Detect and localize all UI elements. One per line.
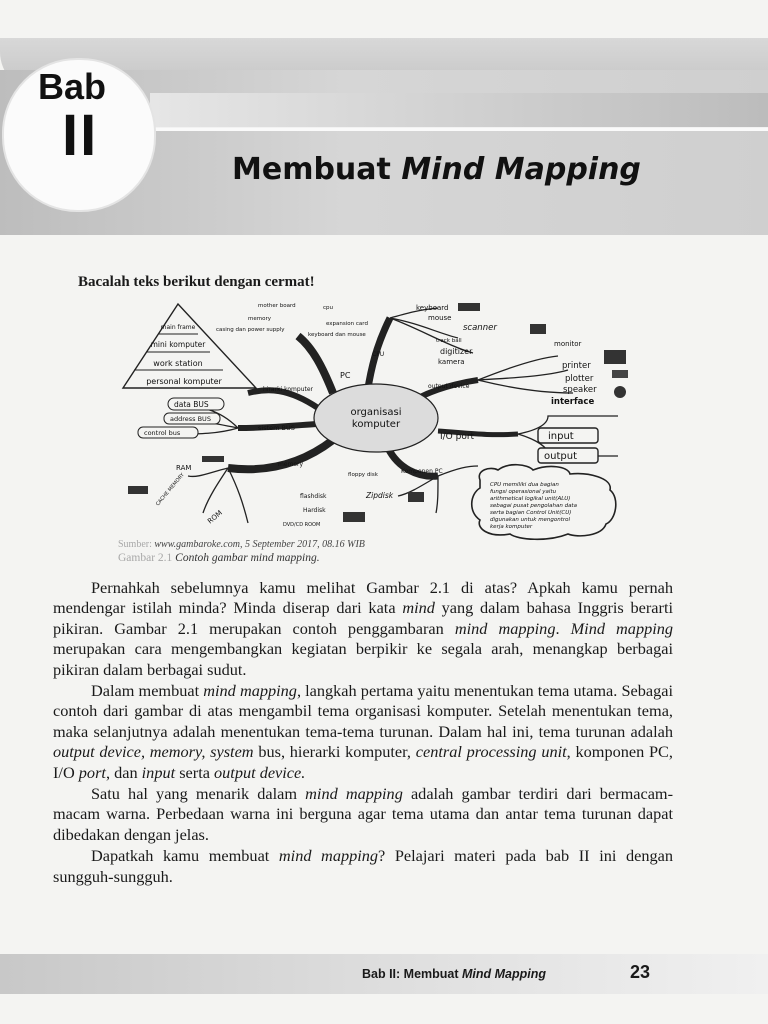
device-interface: interface xyxy=(551,397,595,407)
chapter-title-italic: Mind Mapping xyxy=(401,152,641,187)
bus-address: address BUS xyxy=(170,415,211,423)
label-mother-board: mother board xyxy=(258,303,296,309)
paragraph-3: Satu hal yang menarik dalam mind mapping adalah gambar terdiri dari bermacam-macam warna. Perbedaan warna ini berguna agar tema utama dan antar tema turunan dapat dibedakan dengan jelas. xyxy=(53,784,674,844)
device-track-ball: track ball xyxy=(436,338,462,344)
cpu-note-line-1: CPU memiliki dua bagian xyxy=(490,482,559,488)
storage-floppy: floppy disk xyxy=(348,472,378,478)
footer-chapter-plain: Bab II: Membuat xyxy=(362,967,463,981)
figure-caption-text: Contoh gambar mind mapping. xyxy=(175,552,320,564)
output-label: output xyxy=(544,451,577,462)
mind-map-figure xyxy=(118,298,638,542)
branch-label-sistem-bus: sistem BUS xyxy=(258,424,295,432)
pyramid-level-4: personal komputer xyxy=(146,377,222,386)
storage-hardisk: Hardisk xyxy=(303,507,326,514)
pyramid-level-2: mini komputer xyxy=(150,340,206,349)
figure-caption xyxy=(118,552,320,564)
body-text xyxy=(53,578,673,888)
paragraph-2: Dalam membuat mind mapping, langkah pertama yaitu menentukan tema utama. Sebagai contoh dari gambar di atas mengambil tema organisasi komputer. Setelah menentukan tema, maka selanjutnya adalah menentukan tema-tema turunan. Dalam hal ini, tema turunan adalah output device, memory, system bus, hierarki komputer, central processing unit, komponen PC, I/O port, dan input serta output device. xyxy=(53,681,674,782)
bus-data: data BUS xyxy=(174,400,209,409)
header-divider xyxy=(140,128,768,131)
branch-label-cpu: CPU xyxy=(372,351,385,358)
paragraph-1: Pernahkah sebelumnya kamu melihat Gambar 2.1 di atas? Apkah kamu pernah mendengar istilah minda? Minda diserap dari kata mind yang dalam bahasa Inggris berarti pikiran. Gambar 2.1 merupakan contoh penggambaran mind mapping. Mind mapping merupakan cara mengembangkan kegiatan berpikir ke segala arah, menangkap berbagai pikiran dalam berbagai sudut. xyxy=(53,578,674,679)
bus-control: control bus xyxy=(144,429,181,437)
storage-dvd: DVD/CD ROOM xyxy=(283,522,321,528)
label-keyboard-mouse: keyboard dan mouse xyxy=(308,332,366,338)
branch-pc xyxy=(298,336,333,393)
paragraph-4: Dapatkah kamu membuat mind mapping? Pelajari materi pada bab II ini dengan sungguh-sungguh. xyxy=(53,846,673,886)
figure-source xyxy=(118,539,365,550)
cpu-note-line-7: kerja komputer xyxy=(490,524,533,530)
figure-source-text: www.gambaroke.com, 5 September 2017, 08.16 WIB xyxy=(154,539,365,550)
storage-zipdisk: Zipdisk xyxy=(366,491,394,500)
running-footer xyxy=(362,967,546,981)
instruction-text: Bacalah teks berikut dengan cermat! xyxy=(78,274,315,290)
label-expansion-card: expansion card xyxy=(326,321,368,327)
chapter-number: II xyxy=(62,103,99,168)
branch-label-output-device: output device xyxy=(428,383,470,390)
device-speaker: speaker xyxy=(563,385,597,395)
branch-label-io-port: I/O port xyxy=(440,432,475,442)
chapter-title xyxy=(232,152,641,187)
cpu-note-line-4: sebagai pusat pengolahan data xyxy=(490,503,577,509)
device-keyboard: keyboard xyxy=(416,304,449,312)
header-stripe xyxy=(150,93,768,129)
label-memory-top: memory xyxy=(248,316,271,322)
chapter-title-plain: Membuat xyxy=(232,152,402,187)
cpu-note-line-2: fungsi operasional yaitu xyxy=(490,489,557,495)
memory-ram: RAM xyxy=(176,464,192,472)
input-label: input xyxy=(548,431,574,442)
device-monitor: monitor xyxy=(554,340,582,348)
device-kamera: kamera xyxy=(438,358,465,366)
branch-label-komponen: Komponen PC xyxy=(401,468,443,475)
branch-label-hirarki: hirarki komputer xyxy=(263,386,314,393)
label-casing: casing dan power supply xyxy=(216,327,285,333)
pyramid-level-1: main frame xyxy=(160,324,196,331)
figure-source-label: Sumber: xyxy=(118,539,152,550)
device-printer: printer xyxy=(562,361,591,371)
figure-caption-label: Gambar 2.1 xyxy=(118,552,173,564)
cpu-note-line-5: serta bagian Control Unit(CU) xyxy=(490,510,572,516)
branch-label-memory: memory xyxy=(278,461,304,468)
chapter-label: Bab xyxy=(38,66,107,107)
device-plotter: plotter xyxy=(565,374,594,384)
center-line-2: komputer xyxy=(351,419,401,430)
cpu-note-line-6: digunakan untuk mengontrol xyxy=(490,517,571,523)
pyramid-level-3: work station xyxy=(153,359,203,368)
cpu-note-line-3: arithmetical logikal unit(ALU) xyxy=(490,496,571,502)
page-number: 23 xyxy=(630,962,651,982)
device-scanner: scanner xyxy=(463,323,497,333)
memory-rom: ROM xyxy=(206,508,224,526)
device-digitizer: digitizer xyxy=(440,347,473,356)
center-line-1: organisasi xyxy=(350,407,402,418)
footer-chapter-italic: Mind Mapping xyxy=(462,967,547,981)
mind-map-center xyxy=(314,384,438,452)
device-mouse: mouse xyxy=(428,314,452,322)
memory-cache: CACHE MEMORY xyxy=(154,472,186,508)
branch-label-pc: PC xyxy=(340,371,351,380)
storage-flashdisk: flashdisk xyxy=(300,493,327,500)
label-cpu-top: cpu xyxy=(323,305,334,311)
